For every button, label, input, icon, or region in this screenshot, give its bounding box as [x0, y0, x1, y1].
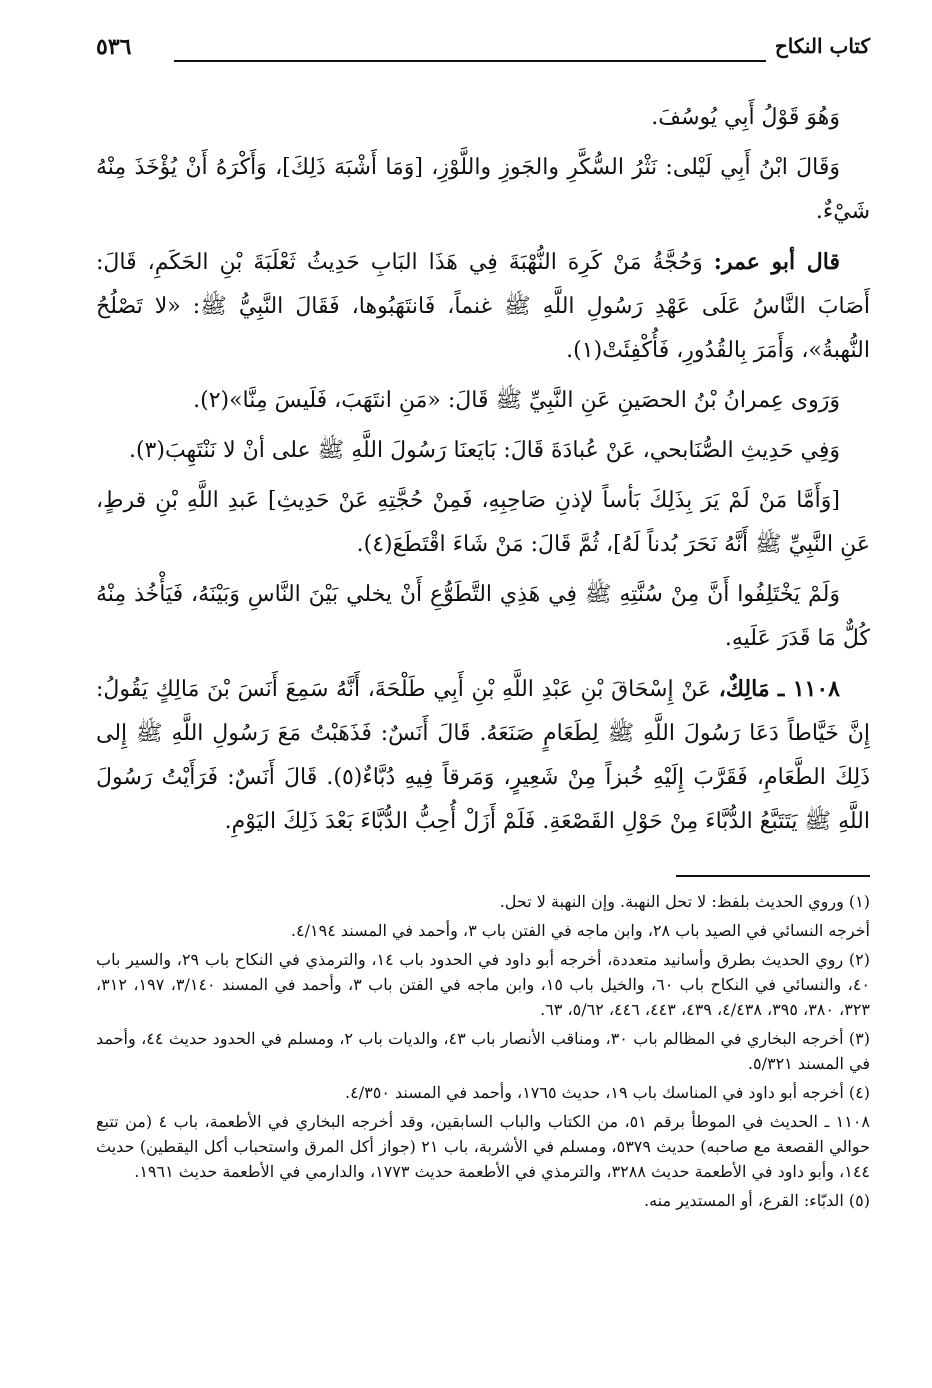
paragraph-2: وَقَالَ ابْنُ أَبِي لَيْلى: نَثْرُ السُّكَّرِ والجَوزِ واللَّوْزِ، [وَمَا أَشْبَهَ ذَلِكَ]، وَأَكْرَهُ أَنْ يُؤْخَذَ مِنْهُ شَيْءٌ.	[96, 155, 870, 224]
footnote-1: (١) وروي الحديث بلفظ: لا تحل النهبة. وإن النهبة لا تحل.	[499, 892, 870, 911]
header-rule	[174, 60, 766, 62]
footnote-1108: ١١٠٨ ـ الحديث في الموطأ برقم ٥١، من الكتاب والباب السابقين، وقد أخرجه البخاري في الأطعمة، باب ٤ (من تتبع حوالي القصعة مع صاحبه) حديث ٥٣٧٩، ومسلم في الأشربة، باب ٢١ (جواز أكل المرق واستحباب أكل اليقطين) حديث ١٤٤، وأبو داود في الأطعمة حديث ٣٢٨٨، والترمذي في الأطعمة حديث ١٧٧٣، والدارمي في الأطعمة حديث ١٩٦١.	[96, 1112, 871, 1181]
book-title: كتاب النكاح	[774, 34, 870, 58]
running-header	[96, 34, 870, 64]
footnotes	[96, 889, 870, 1217]
paragraph-4: وَرَوى عِمرانُ بْنُ الحصَينِ عَنِ النَّبِيِّ ﷺ قَالَ: «مَنِ انتَهَبَ، فَلَيسَ مِنَّا»(٢).	[193, 388, 840, 413]
paragraph-7: وَلَمْ يَخْتَلِفُوا أَنَّ مِنْ سُنَّتِهِ ﷺ فِي هَذِي التَّطَوُّعِ أَنْ يخلي بَيْنَ النَّاسِ وَبَيْنَهُ، فَيَأْخُذ مِنْهُ كُلٌّ مَا قَدَرَ عَلَيهِ.	[96, 582, 870, 651]
paragraph-1: وَهُوَ قَوْلُ أَبِي يُوسُفَ.	[651, 105, 840, 130]
footnote-divider	[676, 875, 870, 877]
footnote-5: (٥) الدبّاء: القرع، أو المستدير منه.	[643, 1191, 870, 1210]
paragraph-3-text: وَحُجَّةُ مَنْ كَرِهَ النُّهْبَةَ فِي هَذَا البَابِ حَدِيثُ ثَعْلَبَةَ بْنِ الحَكَمِ، قَالَ: أَصَابَ النَّاسُ عَلَى عَهْدِ رَسُولِ اللَّهِ ﷺ غنماً، فَانتَهَبُوها، فَقَالَ النَّبِيُّ ﷺ: «لا تَصْلُحُ النُّهبةُ»، وَأَمَرَ بِالقُدُورِ، فَأُكْفِئَتْ(١).	[96, 250, 870, 363]
paragraph-3-lead: قال أبو عمر:	[713, 249, 840, 275]
paragraph-5: وَفِي حَدِيثِ الصُّنَابحي، عَنْ عُبادَةَ قَالَ: بَايَعنَا رَسُولَ اللَّهِ ﷺ على أنْ لا نَنْتَهِبَ(٣).	[128, 438, 840, 463]
footnote-1-source: أخرجه النسائي في الصيد باب ٢٨، وابن ماجه في الفتن باب ٣، وأحمد في المسند ٤/١٩٤.	[290, 921, 870, 940]
paragraph-8-text: عَنْ إِسْحَاقَ بْنِ عَبْدِ اللَّهِ بْنِ أَبِي طَلْحَةَ، أَنَّهُ سَمِعَ أَنَسَ بْنَ مَالِكٍ يَقُولُ: إِنَّ خَيَّاطاً دَعَا رَسُولَ اللَّهِ ﷺ لِطَعَامٍ صَنَعَهُ. قَالَ أَنَسٌ: فَذَهَبْتُ مَعَ رَسُولِ اللَّهِ ﷺ إِلى ذَلِكَ الطَّعَامِ، فَقَرَّبَ إِلَيْهِ خُبزاً مِنْ شَعِيرٍ، وَمَرقاً فِيهِ دُبَّاءٌ(٥). قَالَ أَنَسٌ: فَرَأَيْتُ رَسُولَ اللَّهِ ﷺ يَتَتَبَّعُ الدُّبَّاءَ مِنْ حَوْلِ القَصْعَةِ. فَلَمْ أَزَلْ أُحِبُّ الدُّبَّاءَ بَعْدَ ذَلِكَ اليَوْمِ.	[96, 677, 870, 834]
paragraph-8	[96, 667, 870, 844]
hadith-number: ١١٠٨ ـ مَالِكٌ،	[718, 676, 840, 702]
footnote-4: (٤) أخرجه أبو داود في المناسك باب ١٩، حديث ١٧٦٥، وأحمد في المسند ٤/٣٥٠.	[345, 1083, 870, 1102]
paragraph-3	[96, 240, 870, 373]
page-number: ٥٣٦	[96, 34, 132, 60]
main-text	[96, 96, 870, 850]
paragraph-6: [وَأَمَّا مَنْ لَمْ يَرَ بِذَلِكَ بَأساً لإذنِ صَاحِبِهِ، فَمِنْ حُجَّتِهِ عَنْ حَدِيثِ] عَبدِ اللَّهِ بْنِ قرطٍ، عَنِ النَّبِيِّ ﷺ أَنَّهُ نَحَرَ بُدناً لَهُ]، ثُمَّ قَالَ: مَنْ شَاءَ اقْتَطَعَ(٤).	[96, 488, 870, 557]
footnote-2: (٢) روي الحديث بطرق وأسانيد متعددة، أخرجه أبو داود في الحدود باب ١٤، والترمذي في النكاح باب ٢٩، والسير باب ٤٠، والنسائي في النكاح باب ٦٠، والخيل باب ١٥، وابن ماجه في الفتن باب ٣، وأحمد في المسند ٣/١٤٠، ١٩٧، ٣١٢، ٣٢٣، ٣٨٠، ٣٩٥، ٤/٤٣٨، ٤٣٩، ٤٤٣، ٤٤٦، ٥/٦٢، ٦٣.	[96, 950, 871, 1019]
footnote-3: (٣) أخرجه البخاري في المظالم باب ٣٠، ومناقب الأنصار باب ٤٣، والديات باب ٢، ومسلم في الحدود حديث ٤٤، وأحمد في المسند ٥/٣٢١.	[96, 1029, 870, 1073]
